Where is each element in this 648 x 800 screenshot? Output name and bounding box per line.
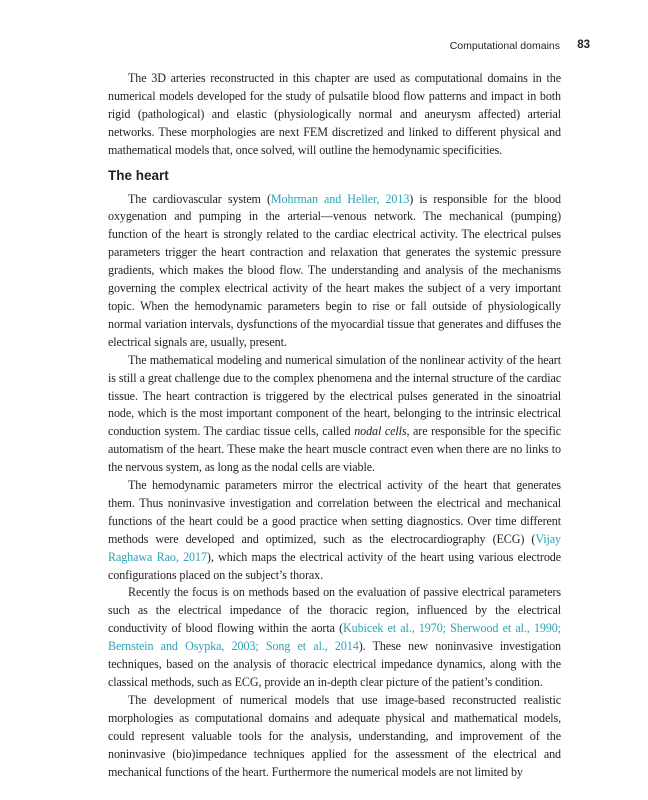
paragraph-1 bbox=[108, 191, 561, 352]
paragraph-4-text-b: ). These new noninvasive investigation techniques, based on the analysis of thoracic electrical impedance dynamics, along with the classical methods, such as ECG, provide an in-depth clear picture of the patient’s condition. bbox=[108, 639, 561, 689]
page-body bbox=[108, 70, 561, 781]
emphasis-term: nodal cells bbox=[354, 424, 407, 439]
paragraph-1-text-a: The cardiovascular system ( bbox=[128, 191, 271, 206]
paragraph-5: The development of numerical models that use image-based reconstructed realistic morphologies as computational domains and adequate physical and mathematical models, could represent valuable tools for the analysis, understanding, and improvement of the noninvasive (bio)impedance techniques applied for the assessment of the electrical and mechanical functions of the heart. Furthermore the numerical models are not limited by bbox=[108, 692, 561, 779]
paragraph-1-text-b: ) is responsible for the blood oxygenation and pumping in the arterial—venous network. The mechanical (pumping) function of the heart is strongly related to the cardiac electrical activity. The electrical pulses parameters trigger the heart contraction and relaxation that generates the systemic pressure gradients, which makes the blood flow. The understanding and analysis of the mechanisms governing the complex electrical activity of the heart makes the subject of a very important topic. When the hemodynamic parameters begin to rise or fall outside of physiologically normal variation intervals, dysfunctions of the myocardial tissue that generates and diffuses the electrical signals are, usually, present. bbox=[108, 191, 561, 349]
intro-paragraph: The 3D arteries reconstructed in this chapter are used as computational domains in the numerical models developed for the study of pulsatile blood flow patterns and impact in both rigid (pathological) and elastic (physiologically normal and aneurysm affected) arterial networks. These morphologies are next FEM discretized and linked to different physical and mathematical models that, once solved, will outline the hemodynamic specificities. bbox=[108, 71, 561, 157]
paragraph-4-text-a: Recently the focus is on methods based on the evaluation of passive electrical parameters such as the electrical impedance of the thoracic region, influenced by the electrical conductivity of blood flowing within the aorta ( bbox=[108, 585, 561, 636]
citation-link[interactable]: Mohrman and Heller, 2013 bbox=[270, 191, 410, 206]
paragraph-2-text-a: The mathematical modeling and numerical simulation of the nonlinear activity of the heart is still a great challenge due to the complex phenomena and the internal structure of the cardiac tissue. The heart contraction is triggered by the electrical pulses generated in the sinoatrial node, which is the most important component of the heart, belonging to the intrinsic electrical conduction system. The cardiac tissue cells, called bbox=[108, 352, 561, 439]
citation-link[interactable]: Kubicek et al., 1970; Sherwood et al., 1990; Bernstein and Osypka, 2003; Song et al., 2014 bbox=[108, 621, 561, 654]
paragraph-4 bbox=[108, 584, 561, 691]
paragraph-3-text-b: ), which maps the electrical activity of the heart using various electrode configurations placed on the subject’s thorax. bbox=[108, 549, 562, 582]
paragraph-3 bbox=[108, 477, 561, 584]
paragraph-2 bbox=[108, 352, 561, 477]
paragraph-2-text-b: , are responsible for the specific automatism of the heart. These make the heart muscle contract even when there are no links to the nervous system, as long as the nodal cells are viable. bbox=[108, 424, 561, 475]
running-title: Computational domains bbox=[449, 40, 560, 52]
page-header bbox=[0, 36, 648, 56]
page-number: 83 bbox=[577, 39, 590, 51]
citation-link[interactable]: Vijay Raghawa Rao, 2017 bbox=[108, 531, 561, 564]
section-heading: The heart bbox=[108, 167, 169, 183]
paragraph-3-text-a: The hemodynamic parameters mirror the electrical activity of the heart that generates them. Thus noninvasive investigation and correlation between the electrical and mechanical functions of the heart could be a good practice when setting diagnostics. Over time different methods were developed and optimized, such as the electrocardiography (ECG) ( bbox=[108, 478, 561, 546]
